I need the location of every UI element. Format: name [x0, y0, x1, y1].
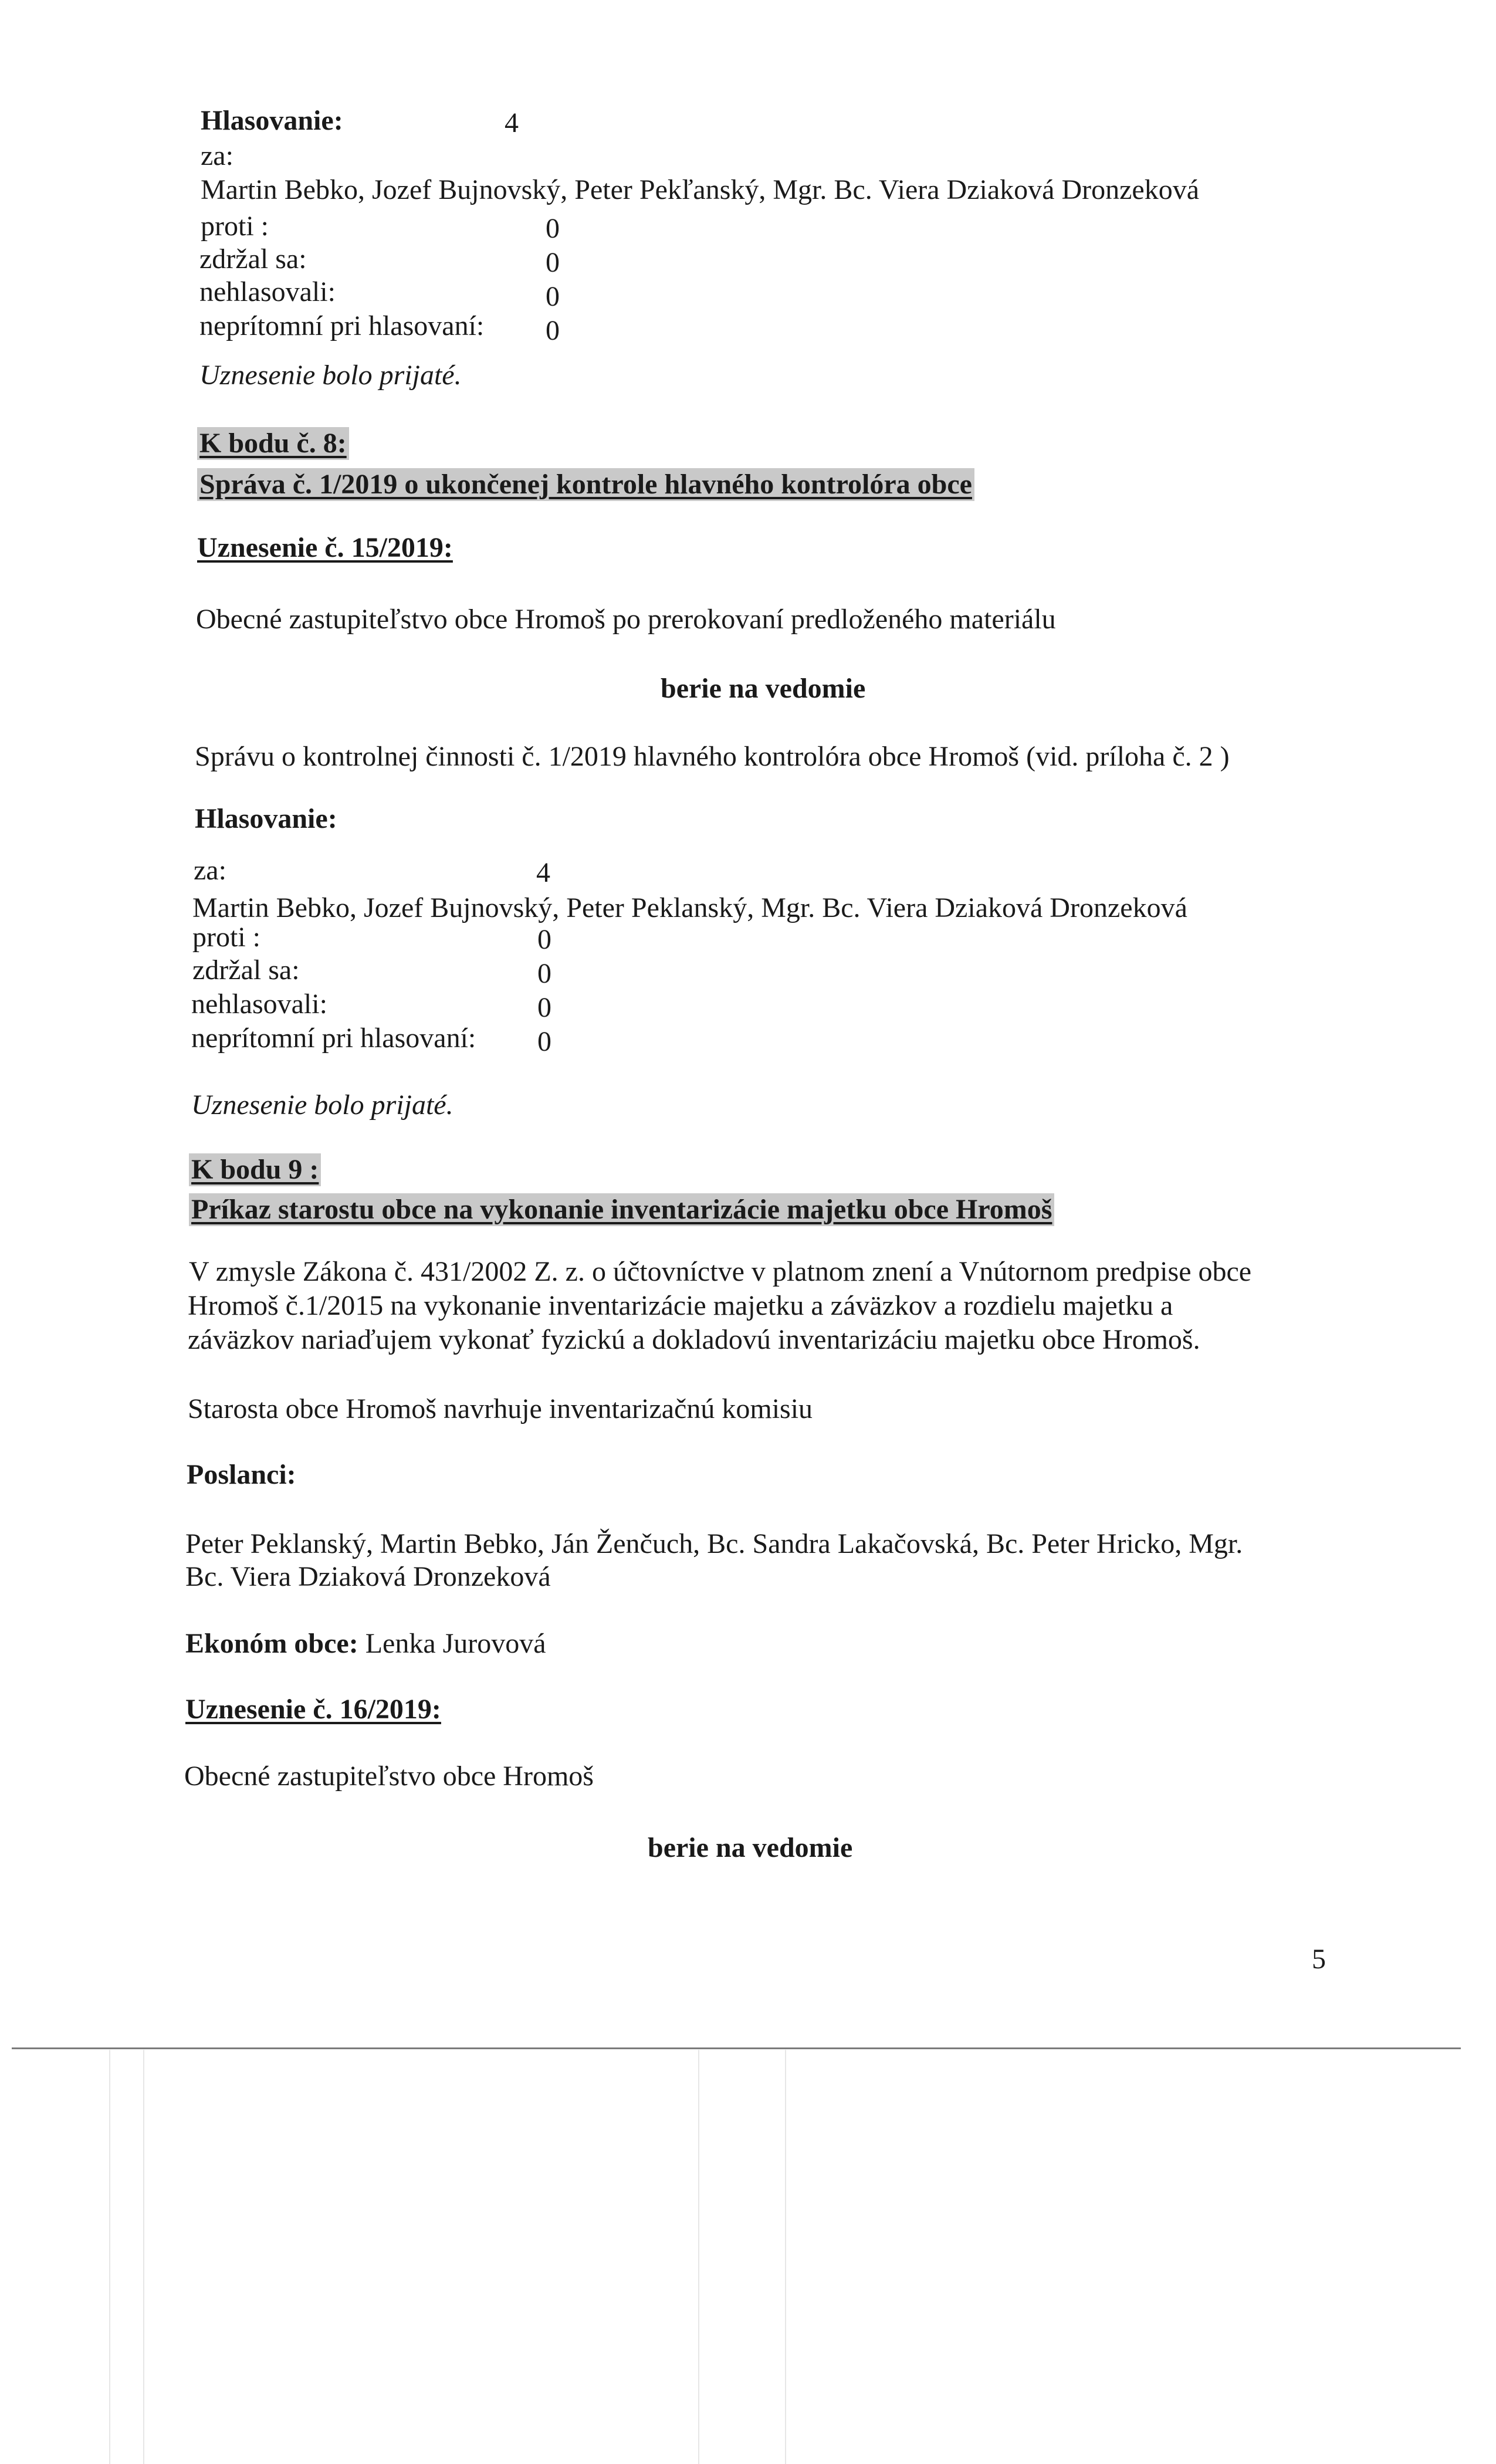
scan-artifact-line	[109, 2050, 110, 2464]
vote2-members: Martin Bebko, Jozef Bujnovský, Peter Peklanský, Mgr. Bc. Viera Dziaková Dronzeková	[192, 892, 1187, 923]
vote1-nehlasovali-label: nehlasovali:	[199, 276, 336, 307]
item9-poslanci-label: Poslanci:	[187, 1459, 296, 1490]
scan-artifact-line	[698, 2050, 699, 2464]
vote1-members: Martin Bebko, Jozef Bujnovský, Peter Pekľanský, Mgr. Bc. Viera Dziaková Dronzeková	[201, 174, 1200, 205]
item9-resolution: Uznesenie č. 16/2019:	[185, 1694, 441, 1725]
vote2-nepritomni-label: neprítomní pri hlasovaní:	[191, 1023, 476, 1054]
vote1-count: 4	[505, 107, 519, 138]
vote2-zdrzal-value: 0	[537, 958, 551, 989]
vote1-zdrzal-value: 0	[546, 247, 560, 278]
vote1-nehlasovali-value: 0	[546, 281, 560, 312]
vote1-nepritomni-label: neprítomní pri hlasovaní:	[199, 310, 485, 341]
vote1-result: Uznesenie bolo prijaté.	[199, 360, 462, 391]
vote2-nepritomni-value: 0	[537, 1026, 551, 1057]
vote2-zdrzal-label: zdržal sa:	[192, 955, 300, 986]
item9-action: berie na vedomie	[648, 1832, 853, 1863]
item8-label: K bodu č. 8:	[197, 427, 349, 460]
item8-intro: Obecné zastupiteľstvo obce Hromoš po prerokovaní predloženého materiálu	[196, 604, 1056, 635]
vote1-za-label: za:	[201, 140, 233, 171]
vote2-nehlasovali-value: 0	[537, 992, 551, 1023]
item8-resolution: Uznesenie č. 15/2019:	[197, 532, 453, 563]
item9-poslanci-line2: Bc. Viera Dziaková Dronzeková	[185, 1561, 551, 1592]
item9-commission: Starosta obce Hromoš navrhuje inventarizačnú komisiu	[188, 1393, 813, 1424]
item8-action: berie na vedomie	[661, 673, 866, 704]
vote2-proti-label: proti :	[192, 922, 260, 953]
vote1-heading: Hlasovanie:	[201, 105, 343, 136]
item9-paragraph-line2: Hromoš č.1/2015 na vykonanie inventarizácie majetku a záväzkov a rozdielu majetku a	[188, 1290, 1173, 1321]
vote1-proti-label: proti :	[201, 211, 269, 242]
vote2-nehlasovali-label: nehlasovali:	[191, 989, 327, 1020]
item9-intro: Obecné zastupiteľstvo obce Hromoš	[184, 1761, 594, 1792]
vote2-heading: Hlasovanie:	[195, 803, 337, 834]
item9-paragraph-line3: záväzkov nariaďujem vykonať fyzickú a dokladovú inventarizáciu majetku obce Hromoš.	[188, 1324, 1200, 1355]
scan-artifact-line	[143, 2050, 144, 2464]
item9-poslanci-line1: Peter Peklanský, Martin Bebko, Ján Ženčuch, Bc. Sandra Lakačovská, Bc. Peter Hricko, Mgr.	[185, 1528, 1243, 1559]
vote1-proti-value: 0	[546, 213, 560, 244]
page-edge-line	[12, 2047, 1461, 2049]
vote2-za-label: za:	[194, 855, 226, 886]
item9-paragraph-line1: V zmysle Zákona č. 431/2002 Z. z. o účtovníctve v platnom znení a Vnútornom predpise obce	[189, 1256, 1252, 1287]
item8-body: Správu o kontrolnej činnosti č. 1/2019 hlavného kontrolóra obce Hromoš (vid. príloha č. 2 )	[195, 741, 1230, 772]
vote2-proti-value: 0	[537, 924, 551, 955]
vote2-result: Uznesenie bolo prijaté.	[191, 1089, 453, 1121]
item9-title: Príkaz starostu obce na vykonanie inventarizácie majetku obce Hromoš	[189, 1193, 1054, 1226]
item9-ekonom-label: Ekonóm obce:	[185, 1628, 358, 1659]
item9-ekonom	[185, 1627, 546, 1660]
vote1-nepritomni-value: 0	[546, 315, 560, 346]
item9-label: K bodu 9 :	[189, 1153, 321, 1186]
vote2-count: 4	[536, 857, 550, 888]
page-number: 5	[1312, 1944, 1326, 1975]
item8-title: Správa č. 1/2019 o ukončenej kontrole hlavného kontrolóra obce	[197, 468, 974, 501]
vote1-zdrzal-label: zdržal sa:	[199, 243, 307, 275]
item9-ekonom-name: Lenka Jurovová	[365, 1628, 546, 1659]
scan-artifact-line	[785, 2050, 786, 2464]
